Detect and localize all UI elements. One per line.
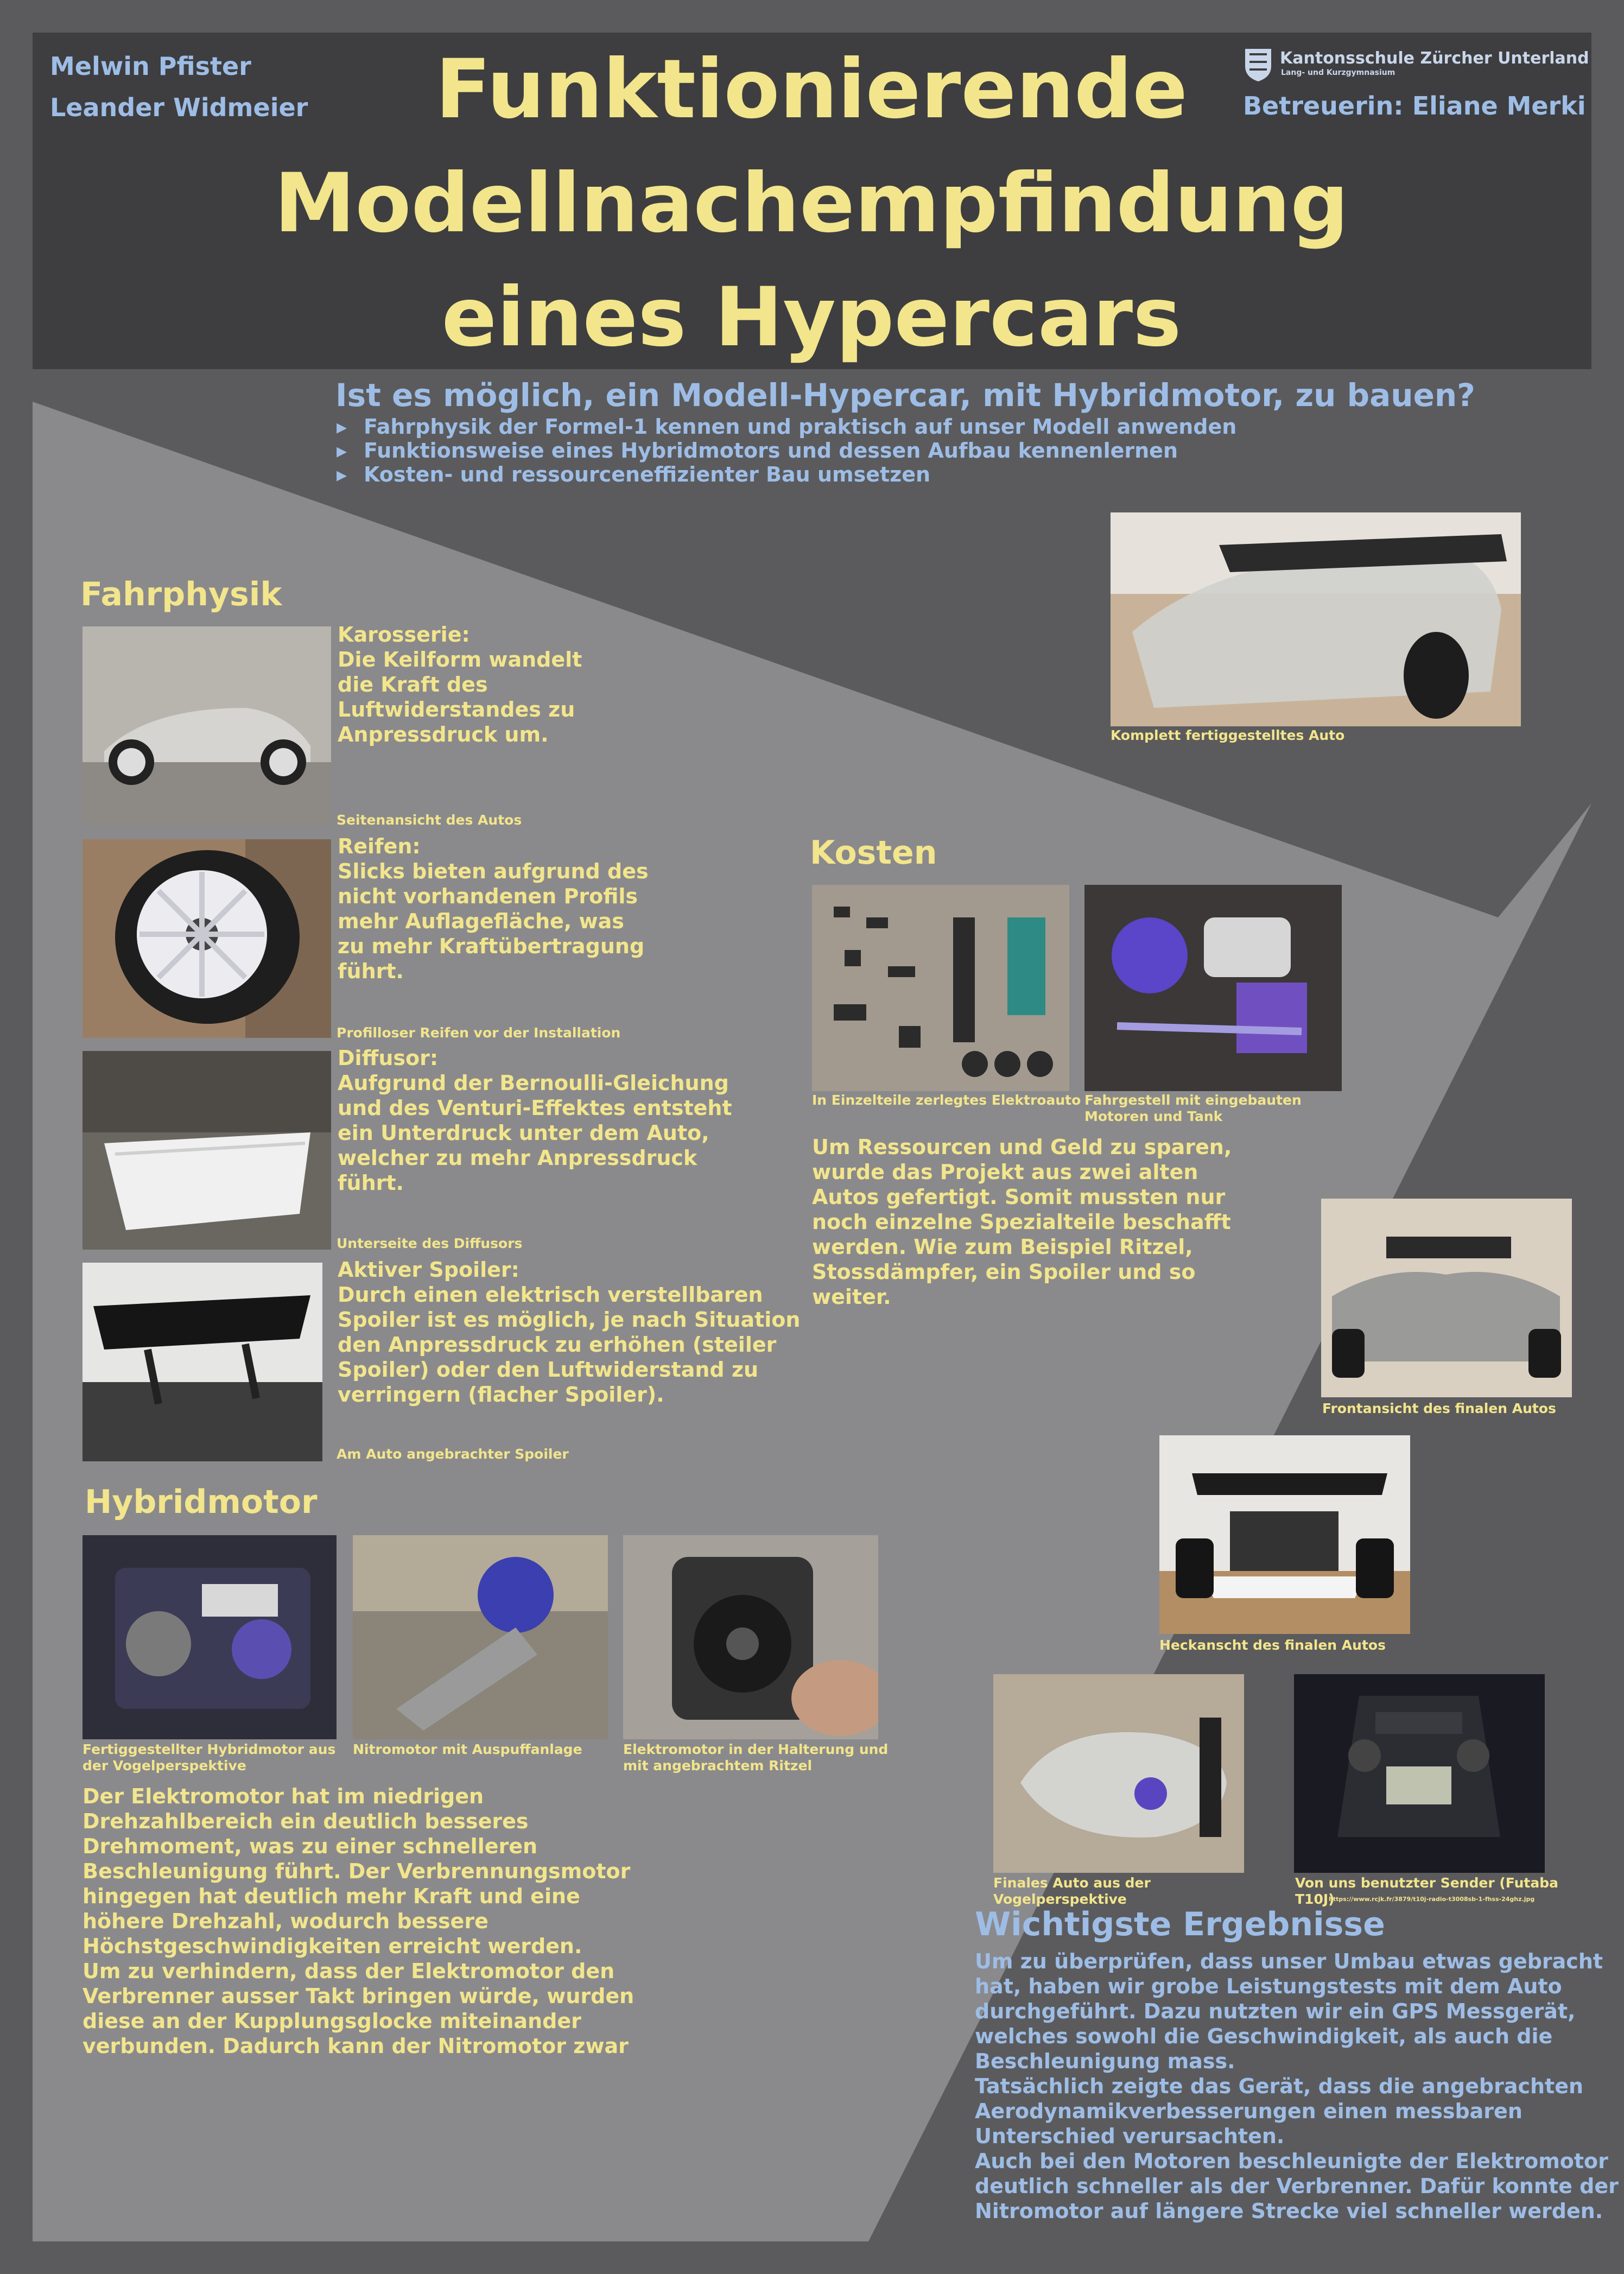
fahrphysik-heading: Fahrphysik <box>80 575 282 613</box>
hybridmotor-heading: Hybridmotor <box>85 1483 318 1521</box>
karosserie-title: Karosserie: <box>338 623 470 647</box>
ergebnisse-heading: Wichtigste Ergebnisse <box>975 1905 1385 1943</box>
hybrid-caption-3: Elektromotor in der Halterung und mit angebrachtem Ritzel <box>623 1741 889 1773</box>
title-line-3: eines Hypercars <box>441 270 1182 365</box>
hybrid-caption-1: Fertiggestellter Hybridmotor aus der Vogelperspektive <box>83 1741 336 1773</box>
photo-electric-motor <box>623 1535 878 1739</box>
photo-spoiler <box>83 1263 322 1461</box>
photo-nitro-motor <box>353 1535 608 1739</box>
goal-item: ▸ Funktionsweise eines Hybridmotors und dessen Aufbau kennenlernen <box>337 439 1236 463</box>
spoiler-title: Aktiver Spoiler: <box>338 1258 519 1282</box>
caption-rear-view: Heckanscht des finalen Autos <box>1159 1637 1386 1653</box>
diffusor-title: Diffusor: <box>338 1046 439 1070</box>
research-question: Ist es möglich, ein Modell-Hypercar, mit Hybridmotor, zu bauen? <box>335 377 1475 414</box>
reifen-title: Reifen: <box>338 834 421 858</box>
ergebnisse-text: Um zu überprüfen, dass unser Umbau etwas gebracht hat, haben wir grobe Leistungstests mit dem Auto durchgeführt. Dazu nutzten wir ein GPS Messgerät, welches sowohl die Geschwindigkeit, als auch die Beschleunigung mass. Tatsächlich zeigte das Gerät, dass die angebrachten Aerodynamikverbesserungen einen messbaren Unterschied verursachten. Auch bei den Motoren beschleunigte der Elektromotor deutlich schneller als der Verbrenner. Dafür konnte der Nitromotor auf längere Strecke viel schneller werden. <box>975 1949 1619 2223</box>
photo-disassembled-car <box>812 885 1069 1091</box>
photo-diffusor <box>83 1051 331 1250</box>
author-2: Leander Widmeier <box>50 93 308 122</box>
school-crest-icon <box>1242 47 1274 83</box>
hybrid-caption-2: Nitromotor mit Auspuffanlage <box>353 1741 582 1757</box>
goals-list <box>337 415 1236 486</box>
title-line-1: Funktionierende <box>435 42 1188 137</box>
page-title <box>206 33 1417 375</box>
photo-hybrid-motor <box>83 1535 337 1739</box>
school-name: Kantonsschule Zürcher Unterland <box>1280 49 1589 68</box>
photo-front-view <box>1321 1199 1572 1397</box>
caption-bird-view: Finales Auto aus der Vogelperspektive <box>993 1875 1151 1907</box>
hybridmotor-text: Der Elektromotor hat im niedrigen Drehzahlbereich ein deutlich besseres Drehmoment, was zu einer schnelleren Beschleunigung führt. Der Verbrennungsmotor hingegen hat deutlich mehr Kraft und eine höhere Drehzahl, wodurch bessere Höchstgeschwindigkeiten erreicht werden. Um zu verhindern, dass der Elektromotor den Verbrenner ausser Takt bringen würde, wurden diese an der Kupplungsglocke miteinander verbunden. Dadurch kann der Nitromotor zwar <box>83 1784 635 2058</box>
photo-tire <box>83 839 331 1038</box>
caption-transmitter: Von uns benutzter Sender (Futaba T10J) <box>1295 1875 1559 1907</box>
diffusor-caption: Unterseite des Diffusors <box>337 1236 523 1251</box>
karosserie-caption: Seitenansicht des Autos <box>337 812 522 828</box>
school-logo <box>1242 47 1589 85</box>
goal-item: ▸ Fahrphysik der Formel-1 kennen und praktisch auf unser Modell anwenden <box>337 415 1236 439</box>
transmitter-source-url: https://www.rcjk.fr/3879/t10j-radio-t3008sb-1-fhss-24ghz.jpg <box>1329 1896 1535 1903</box>
diffusor-text: Aufgrund der Bernoulli-Gleichung und des Venturi-Effektes entsteht ein Unterdruck unter dem Auto, welcher zu mehr Anpressdruck führt. <box>338 1071 732 1195</box>
supervisor: Betreuerin: Eliane Merki <box>1243 91 1586 121</box>
kosten-caption-1: In Einzelteile zerlegtes Elektroauto <box>812 1092 1081 1108</box>
photo-rear-view <box>1159 1435 1410 1634</box>
karosserie-text: Die Keilform wandelt die Kraft des Luftwiderstandes zu Anpressdruck um. <box>338 648 582 746</box>
reifen-caption: Profilloser Reifen vor der Installation <box>337 1025 621 1041</box>
photo-complete-car <box>1111 512 1521 726</box>
photo-chassis <box>1084 885 1342 1091</box>
reifen-text: Slicks bieten aufgrund des nicht vorhandenen Profils mehr Auflagefläche, was zu mehr Kraftübertragung führt. <box>338 859 649 983</box>
kosten-text: Um Ressourcen und Geld zu sparen, wurde das Projekt aus zwei alten Autos gefertigt. Somit mussten nur noch einzelne Spezialteile beschafft werden. Wie zum Beispiel Ritzel, Stossdämpfer, ein Spoiler und so weiter. <box>812 1135 1232 1309</box>
spoiler-caption: Am Auto angebrachter Spoiler <box>337 1446 569 1462</box>
kosten-caption-2: Fahrgestell mit eingebauten Motoren und Tank <box>1084 1092 1302 1124</box>
goal-item: ▸ Kosten- und ressourceneffizienter Bau umsetzen <box>337 463 1236 486</box>
title-line-2: Modellnachempfindung <box>274 156 1349 251</box>
kosten-heading: Kosten <box>810 834 937 872</box>
photo-bird-view <box>993 1674 1244 1873</box>
school-subtitle: Lang- und Kurzgymnasium <box>1281 68 1395 77</box>
author-1: Melwin Pfister <box>50 52 251 81</box>
photo-transmitter <box>1294 1674 1545 1873</box>
caption-complete-car: Komplett fertiggestelltes Auto <box>1111 727 1345 743</box>
caption-front-view: Frontansicht des finalen Autos <box>1322 1401 1556 1416</box>
spoiler-text: Durch einen elektrisch verstellbaren Spoiler ist es möglich, je nach Situation den Anpressdruck zu erhöhen (steiler Spoiler) oder den Luftwiderstand zu verringern (flacher Spoiler). <box>338 1283 801 1407</box>
photo-side-view <box>83 626 331 825</box>
